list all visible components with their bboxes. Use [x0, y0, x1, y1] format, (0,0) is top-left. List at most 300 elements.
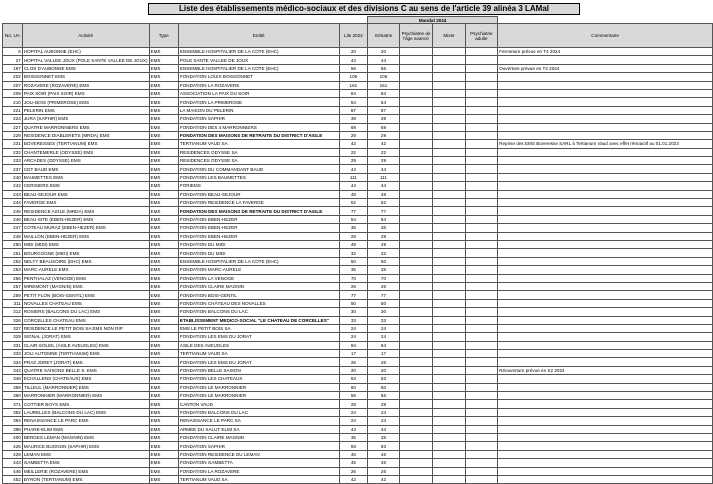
cell-type: EMS	[149, 123, 178, 131]
cell-activite: LEMAN EMS	[22, 450, 149, 458]
cell-entite: FONDATION LES EMS DU JORAT	[178, 333, 339, 341]
cell-geriatrie: 20	[368, 366, 400, 374]
cell-no-ua: 256	[3, 274, 23, 282]
cell-activite: HOPITAL AUBONNE (EHC)	[22, 48, 149, 56]
cell-no-ua: 400	[3, 433, 23, 441]
cell-activite: RESIDENCE LE PETIT BOIS SA EMS NON RIP	[22, 324, 149, 332]
cell-psy-adulte	[465, 215, 498, 223]
cell-activite: CDT BAUD EMS	[22, 165, 149, 173]
cell-mixte	[433, 324, 465, 332]
cell-no-ua: 346	[3, 375, 23, 383]
cell-commentaire	[498, 375, 713, 383]
cell-activite: ECHALLENS (CHATEAUX) EMS	[22, 375, 149, 383]
cell-lits: 49	[339, 240, 368, 248]
cell-psy-adulte	[465, 274, 498, 282]
cell-psy-age	[399, 333, 433, 341]
cell-commentaire	[498, 282, 713, 290]
cell-lits: 87	[339, 106, 368, 114]
cell-psy-age	[399, 417, 433, 425]
cell-mixte	[433, 299, 465, 307]
cell-type: EMS	[149, 257, 178, 265]
cell-no-ua: 398	[3, 425, 23, 433]
cell-entite: ENSEMBLE HOSPITALIER DE LA COTE (EHC)	[178, 64, 339, 72]
cell-type: EMS	[149, 232, 178, 240]
cell-lits: 48	[339, 190, 368, 198]
cell-no-ua: 202	[3, 73, 23, 81]
cell-commentaire	[498, 165, 713, 173]
header-psy-age: Psychiatrie de l'âge avancé	[399, 24, 433, 48]
cell-mixte	[433, 341, 465, 349]
table-row	[3, 249, 713, 257]
cell-geriatrie: 17	[368, 350, 400, 358]
cell-psy-adulte	[465, 207, 498, 215]
cell-entite: FONDATION MARC-AURELE	[178, 266, 339, 274]
cell-lits: 26	[339, 282, 368, 290]
cell-psy-age	[399, 165, 433, 173]
cell-psy-age	[399, 316, 433, 324]
cell-geriatrie: 111	[368, 173, 400, 181]
cell-entite: ARMEE DU SALUT ELIM SA	[178, 425, 339, 433]
cell-lits: 29	[339, 131, 368, 139]
cell-commentaire	[498, 467, 713, 475]
cell-entite: FONDATION LOUIS BOISSONNET	[178, 73, 339, 81]
cell-geriatrie: 28	[368, 400, 400, 408]
cell-lits: 20	[339, 48, 368, 56]
cell-entite: FONDATION LA VENOGE	[178, 274, 339, 282]
cell-commentaire	[498, 324, 713, 332]
table-row	[3, 73, 713, 81]
cell-no-ua: 257	[3, 282, 23, 290]
cell-psy-age	[399, 392, 433, 400]
cell-psy-adulte	[465, 400, 498, 408]
cell-type: EMS	[149, 358, 178, 366]
cell-entite: FONDATION BELLE SAISON	[178, 366, 339, 374]
cell-no-ua: 329	[3, 333, 23, 341]
cell-geriatrie: 29	[368, 157, 400, 165]
cell-psy-adulte	[465, 199, 498, 207]
cell-activite: LAURELLES (BALCONS DU LAC) EMS	[22, 408, 149, 416]
cell-psy-adulte	[465, 48, 498, 56]
cell-no-ua: 247	[3, 224, 23, 232]
cell-geriatrie: 33	[368, 316, 400, 324]
cell-geriatrie: 49	[368, 240, 400, 248]
cell-psy-age	[399, 182, 433, 190]
cell-psy-age	[399, 199, 433, 207]
cell-mixte	[433, 375, 465, 383]
cell-lits: 93	[339, 442, 368, 450]
cell-mixte	[433, 291, 465, 299]
cell-no-ua: 359	[3, 383, 23, 391]
table-row	[3, 257, 713, 265]
cell-geriatrie: 54	[368, 215, 400, 223]
cell-psy-adulte	[465, 475, 498, 483]
cell-lits: 39	[339, 115, 368, 123]
table-row	[3, 115, 713, 123]
cell-type: EMS	[149, 450, 178, 458]
cell-lits: 56	[339, 64, 368, 72]
cell-geriatrie: 36	[368, 224, 400, 232]
cell-psy-adulte	[465, 73, 498, 81]
cell-psy-adulte	[465, 333, 498, 341]
cell-activite: RESIDENCE AIGLE (MRDA) EMS	[22, 207, 149, 215]
table-row	[3, 207, 713, 215]
cell-lits: 106	[339, 73, 368, 81]
cell-no-ua: 452	[3, 475, 23, 483]
table-row	[3, 106, 713, 114]
table-row	[3, 341, 713, 349]
cell-psy-age	[399, 475, 433, 483]
cell-geriatrie: 52	[368, 199, 400, 207]
cell-commentaire	[498, 89, 713, 97]
cell-lits: 69	[339, 123, 368, 131]
cell-type: EMS	[149, 64, 178, 72]
cell-no-ua: 392	[3, 408, 23, 416]
table-row	[3, 131, 713, 139]
cell-commentaire	[498, 207, 713, 215]
cell-entite: FONDATION RESIDENCE DU LEMAN	[178, 450, 339, 458]
cell-mixte	[433, 475, 465, 483]
cell-lits: 33	[339, 316, 368, 324]
table-row	[3, 282, 713, 290]
cell-lits: 24	[339, 324, 368, 332]
cell-activite: BOISSONNET EMS	[22, 73, 149, 81]
cell-commentaire	[498, 240, 713, 248]
cell-entite: CANTON VAUD	[178, 400, 339, 408]
cell-psy-adulte	[465, 89, 498, 97]
cell-mixte	[433, 316, 465, 324]
cell-no-ua: 237	[3, 165, 23, 173]
table-row	[3, 224, 713, 232]
cell-lits: 84	[339, 89, 368, 97]
cell-no-ua: 209	[3, 89, 23, 97]
cell-entite: FONDATION LA PRIMEROSE	[178, 98, 339, 106]
cell-lits: 111	[339, 173, 368, 181]
cell-psy-age	[399, 115, 433, 123]
table-row	[3, 165, 713, 173]
cell-no-ua: 244	[3, 199, 23, 207]
cell-commentaire	[498, 341, 713, 349]
cell-geriatrie: 77	[368, 207, 400, 215]
cell-lits: 36	[339, 224, 368, 232]
cell-lits: 32	[339, 249, 368, 257]
cell-commentaire	[498, 392, 713, 400]
cell-activite: BEAU-SITE (EBEN-HEZER) EMS	[22, 215, 149, 223]
cell-type: EMS	[149, 73, 178, 81]
cell-activite: CLAIR-SOLEIL (ASILE AVEUGLES) EMS	[22, 341, 149, 349]
cell-commentaire	[498, 316, 713, 324]
cell-geriatrie: 53	[368, 375, 400, 383]
header-lits: Lits 2024	[339, 24, 368, 48]
cell-commentaire	[498, 425, 713, 433]
cell-lits: 24	[339, 408, 368, 416]
cell-activite: MAILLON (EBEN-HEZER) EMS	[22, 232, 149, 240]
cell-lits: 70	[339, 274, 368, 282]
cell-type: EMS	[149, 106, 178, 114]
cell-type: EMS	[149, 341, 178, 349]
header-mixte: Mixte	[433, 24, 465, 48]
cell-activite: BERGES LEMAN (MAGNIN) EMS	[22, 433, 149, 441]
cell-entite: RESIDENCES ODYSSE SA	[178, 157, 339, 165]
cell-no-ua: 240	[3, 173, 23, 181]
cell-mixte	[433, 81, 465, 89]
establishments-table	[2, 16, 713, 484]
cell-commentaire	[498, 98, 713, 106]
cell-type: EMS	[149, 207, 178, 215]
table-row	[3, 266, 713, 274]
cell-commentaire	[498, 115, 713, 123]
cell-geriatrie: 28	[368, 232, 400, 240]
cell-psy-age	[399, 459, 433, 467]
cell-entite: FONDATION BALCONS DU LAC	[178, 308, 339, 316]
cell-activite: BOURGOGNE (MIDI) EMS	[22, 249, 149, 257]
cell-psy-adulte	[465, 123, 498, 131]
table-row	[3, 48, 713, 56]
cell-geriatrie: 106	[368, 73, 400, 81]
cell-mixte	[433, 400, 465, 408]
cell-psy-adulte	[465, 266, 498, 274]
cell-commentaire	[498, 173, 713, 181]
cell-no-ua: 252	[3, 257, 23, 265]
cell-entite: TERTIANUM VAUD SA	[178, 350, 339, 358]
cell-no-ua: 250	[3, 240, 23, 248]
cell-type: EMS	[149, 131, 178, 139]
cell-psy-adulte	[465, 115, 498, 123]
cell-type: EMS	[149, 375, 178, 383]
cell-no-ua: 334	[3, 358, 23, 366]
cell-activite: BOVERESSES (TERTIANUM) EMS	[22, 140, 149, 148]
cell-type: EMS	[149, 417, 178, 425]
cell-no-ua: 246	[3, 215, 23, 223]
cell-type: EMS	[149, 433, 178, 441]
cell-mixte	[433, 358, 465, 366]
cell-entite: RESIDENCES ODYSSE SA	[178, 148, 339, 156]
cell-entite: ENSEMBLE HOSPITALIER DE LA COTE (EHC)	[178, 257, 339, 265]
cell-mixte	[433, 165, 465, 173]
cell-entite: EMS LE PETIT BOIS SA	[178, 324, 339, 332]
page-title: Liste des établissements médico-sociaux et des divisions C au sens de l'article 39 alinéa 3 LAMal	[148, 3, 580, 15]
cell-psy-age	[399, 232, 433, 240]
cell-geriatrie: 93	[368, 442, 400, 450]
cell-psy-age	[399, 157, 433, 165]
cell-no-ua: 331	[3, 341, 23, 349]
cell-type: EMS	[149, 400, 178, 408]
cell-mixte	[433, 257, 465, 265]
cell-mixte	[433, 106, 465, 114]
header-activite: Activité	[22, 24, 149, 48]
cell-activite: PRAZ JORET (JORAT) EMS	[22, 358, 149, 366]
cell-lits: 29	[339, 157, 368, 165]
cell-geriatrie: 84	[368, 89, 400, 97]
cell-mixte	[433, 140, 465, 148]
cell-psy-age	[399, 433, 433, 441]
cell-psy-adulte	[465, 383, 498, 391]
cell-type: EMS	[149, 157, 178, 165]
cell-activite: MAURICE BUGNON (SAPHIR) EMS	[22, 442, 149, 450]
cell-commentaire	[498, 131, 713, 139]
cell-commentaire	[498, 408, 713, 416]
cell-commentaire	[498, 333, 713, 341]
cell-psy-age	[399, 467, 433, 475]
cell-type: EMS	[149, 333, 178, 341]
cell-entite: FONDATION CLAIRE MAGNIN	[178, 282, 339, 290]
cell-psy-adulte	[465, 433, 498, 441]
cell-geriatrie: 46	[368, 450, 400, 458]
cell-psy-age	[399, 274, 433, 282]
table-row	[3, 375, 713, 383]
cell-entite: FONDATION SAPHIR	[178, 115, 339, 123]
cell-no-ua: 242	[3, 182, 23, 190]
cell-psy-age	[399, 341, 433, 349]
cell-geriatrie: 161	[368, 81, 400, 89]
cell-type: EMS	[149, 467, 178, 475]
cell-psy-age	[399, 291, 433, 299]
cell-no-ua: 251	[3, 249, 23, 257]
cell-no-ua: 312	[3, 308, 23, 316]
cell-geriatrie: 56	[368, 392, 400, 400]
cell-psy-adulte	[465, 375, 498, 383]
table-row	[3, 459, 713, 467]
cell-psy-age	[399, 450, 433, 458]
cell-commentaire	[498, 475, 713, 483]
cell-psy-age	[399, 73, 433, 81]
cell-lits: 50	[339, 299, 368, 307]
cell-activite: CLOS D'AUBONNE EMS	[22, 64, 149, 72]
cell-entite: FONDATION LE MARRONNIER	[178, 383, 339, 391]
cell-commentaire	[498, 224, 713, 232]
cell-psy-adulte	[465, 224, 498, 232]
cell-no-ua: 233	[3, 157, 23, 165]
cell-psy-adulte	[465, 358, 498, 366]
cell-commentaire	[498, 157, 713, 165]
cell-activite: NELTY BEAUSOIRE (EHC) EMS	[22, 257, 149, 265]
cell-type: EMS	[149, 350, 178, 358]
cell-psy-age	[399, 140, 433, 148]
cell-commentaire	[498, 299, 713, 307]
table-row	[3, 274, 713, 282]
cell-entite: FONDATION DES 4 MARRONNIERS	[178, 123, 339, 131]
cell-geriatrie: 24	[368, 324, 400, 332]
cell-psy-adulte	[465, 417, 498, 425]
cell-activite: PHARE-ELIM EMS	[22, 425, 149, 433]
cell-type: EMS	[149, 224, 178, 232]
cell-psy-adulte	[465, 56, 498, 64]
cell-no-ua: 229	[3, 131, 23, 139]
cell-type: EMS	[149, 308, 178, 316]
cell-mixte	[433, 282, 465, 290]
cell-psy-adulte	[465, 459, 498, 467]
cell-commentaire	[498, 81, 713, 89]
table-row	[3, 417, 713, 425]
cell-activite: PELERIN EMS	[22, 106, 149, 114]
cell-lits: 42	[339, 475, 368, 483]
cell-psy-age	[399, 64, 433, 72]
cell-mixte	[433, 199, 465, 207]
cell-commentaire	[498, 190, 713, 198]
cell-commentaire	[498, 383, 713, 391]
cell-entite: FONDATION CLAIRE MAGNIN	[178, 433, 339, 441]
cell-geriatrie: 30	[368, 308, 400, 316]
cell-geriatrie: 69	[368, 123, 400, 131]
cell-entite: FONDATION EBEN-HEZER	[178, 215, 339, 223]
cell-lits: 46	[339, 450, 368, 458]
cell-entite: FONDATION DES MAISONS DE RETRAITE DU DISTRICT D'AIGLE	[178, 131, 339, 139]
cell-no-ua: 27	[3, 56, 23, 64]
cell-no-ua: 446	[3, 467, 23, 475]
cell-commentaire: Reprise des EMS Boveresse SARL à Tertianum Vaud avec effet rétroactif au 01.01.2023	[498, 140, 713, 148]
cell-psy-age	[399, 350, 433, 358]
table-row	[3, 182, 713, 190]
cell-commentaire	[498, 459, 713, 467]
cell-no-ua: 429	[3, 450, 23, 458]
cell-no-ua: 210	[3, 98, 23, 106]
table-row	[3, 190, 713, 198]
cell-mixte	[433, 274, 465, 282]
cell-mixte	[433, 224, 465, 232]
cell-geriatrie: 45	[368, 459, 400, 467]
cell-no-ua: 360	[3, 392, 23, 400]
cell-type: EMS	[149, 165, 178, 173]
cell-geriatrie: 44	[368, 425, 400, 433]
cell-mixte	[433, 333, 465, 341]
cell-mixte	[433, 249, 465, 257]
cell-entite: FONDATION RESIDENCE LA FAVERGE	[178, 199, 339, 207]
cell-psy-age	[399, 375, 433, 383]
cell-lits: 45	[339, 459, 368, 467]
cell-geriatrie: 39	[368, 115, 400, 123]
cell-activite: RENAISSANCE LE PARC EMS	[22, 417, 149, 425]
cell-geriatrie: 32	[368, 249, 400, 257]
cell-activite: QUATRE SAISONS BELLE S. EMS	[22, 366, 149, 374]
table-row	[3, 89, 713, 97]
table-row	[3, 475, 713, 483]
table-row	[3, 140, 713, 148]
cell-geriatrie: 48	[368, 190, 400, 198]
cell-commentaire	[498, 417, 713, 425]
cell-mixte	[433, 350, 465, 358]
cell-activite: COTTIER BOYS EMS	[22, 400, 149, 408]
cell-entite: FONDATION EBEN-HEZER	[178, 224, 339, 232]
cell-entite: FONDATION CHÂTEAU DES NOVALLES	[178, 299, 339, 307]
cell-lits: 26	[339, 358, 368, 366]
cell-geriatrie: 56	[368, 64, 400, 72]
cell-lits: 35	[339, 433, 368, 441]
cell-commentaire	[498, 450, 713, 458]
table-row	[3, 450, 713, 458]
cell-activite: PAIX SOIR (PAIX SOIR) EMS	[22, 89, 149, 97]
cell-no-ua: 342	[3, 366, 23, 374]
cell-type: EMS	[149, 274, 178, 282]
cell-mixte	[433, 64, 465, 72]
cell-mixte	[433, 73, 465, 81]
cell-activite: SIGNAL (JORAT) EMS	[22, 333, 149, 341]
cell-psy-adulte	[465, 106, 498, 114]
cell-mixte	[433, 266, 465, 274]
cell-lits: 44	[339, 425, 368, 433]
cell-geriatrie: 94	[368, 341, 400, 349]
cell-psy-adulte	[465, 240, 498, 248]
cell-psy-adulte	[465, 442, 498, 450]
cell-lits: 60	[339, 383, 368, 391]
table-row	[3, 358, 713, 366]
cell-mixte	[433, 442, 465, 450]
cell-mixte	[433, 425, 465, 433]
cell-mixte	[433, 115, 465, 123]
cell-commentaire	[498, 266, 713, 274]
header-spacer	[3, 17, 368, 24]
cell-geriatrie: 24	[368, 417, 400, 425]
cell-activite: BYRON (TERTIANUM) EMS	[22, 475, 149, 483]
table-row	[3, 324, 713, 332]
